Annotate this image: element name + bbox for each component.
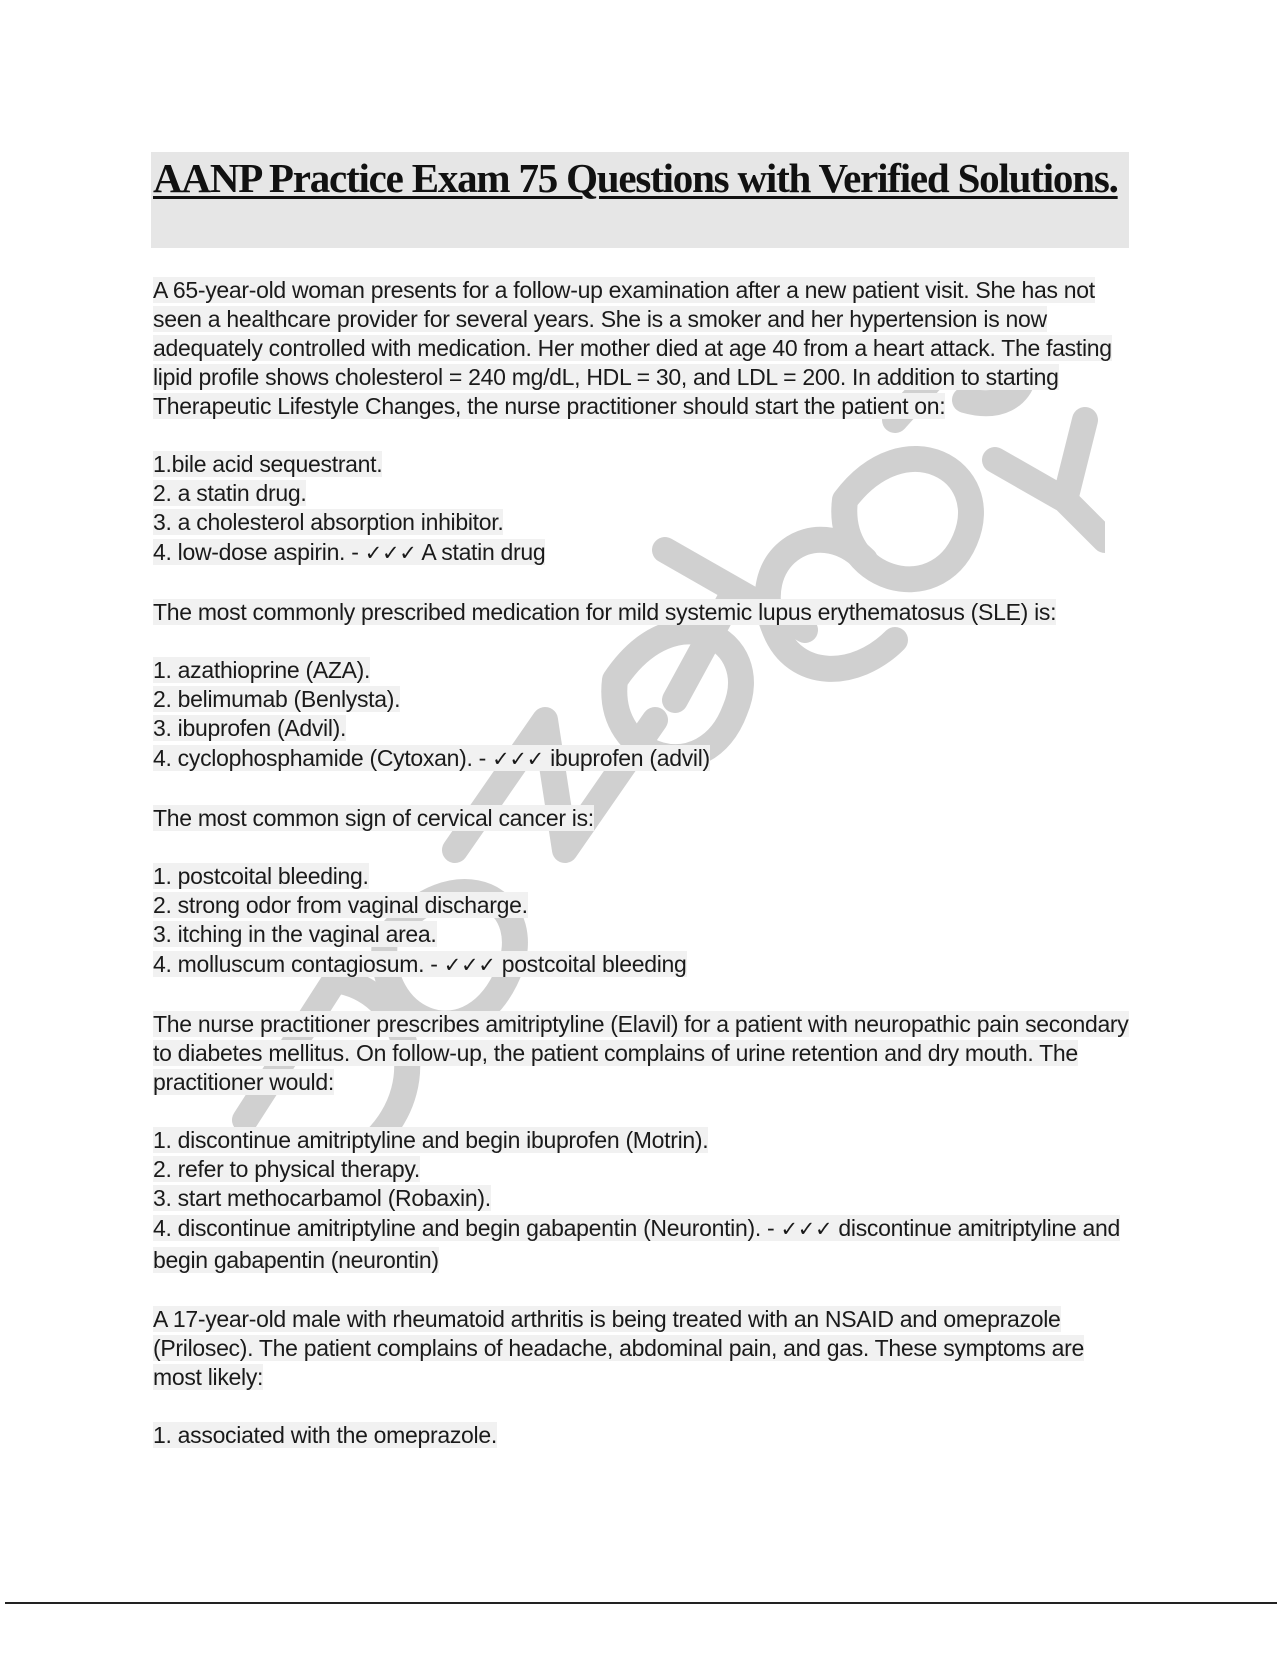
document-title: AANP Practice Exam 75 Questions with Verified Solutions.	[153, 155, 1118, 201]
question-list	[153, 276, 1133, 1450]
answer-option: 1. postcoital bleeding.	[153, 863, 369, 889]
verified-answer: discontinue amitriptyline and begin gabapentin (neurontin)	[153, 1215, 1120, 1273]
question-stem: The most commonly prescribed medication for mild systemic lupus erythematosus (SLE) is:	[153, 599, 1057, 625]
question-stem: A 65-year-old woman presents for a follow-up examination after a new patient visit. She has not seen a healthcare provider for several years. She is a smoker and her hypertension is now adequately controlled with medication. Her mother died at age 40 from a heart attack. The fasting lipid profile shows cholesterol = 240 mg/dL, HDL = 30, and LDL = 200. In addition to starting Therapeutic Lifestyle Changes, the nurse practitioner should start the patient on:	[153, 277, 1112, 419]
verified-answer: ibuprofen (advil)	[543, 745, 710, 771]
title-banner	[151, 152, 1129, 248]
answer-option: 4. low-dose aspirin. - ✓✓✓ A statin drug	[153, 539, 546, 565]
answer-option: 1. discontinue amitriptyline and begin ibuprofen (Motrin).	[153, 1127, 709, 1153]
checkmark-icon: ✓✓✓	[443, 953, 496, 977]
question-stem: A 17-year-old male with rheumatoid arthritis is being treated with an NSAID and omeprazole (Prilosec). The patient complains of headache, abdominal pain, and gas. These symptoms are most likely:	[153, 1306, 1085, 1390]
checkmark-icon: ✓✓✓	[780, 1217, 833, 1241]
answer-option: 4. discontinue amitriptyline and begin gabapentin (Neurontin). - ✓✓✓ discontinue amitriptyline and begin gabapentin (neurontin)	[153, 1215, 1120, 1273]
answer-option: 2. a statin drug.	[153, 480, 307, 506]
answer-option: 3. ibuprofen (Advil).	[153, 715, 347, 741]
question-stem: The nurse practitioner prescribes amitriptyline (Elavil) for a patient with neuropathic pain secondary to diabetes mellitus. On follow-up, the patient complains of urine retention and dry mouth. The practitioner would:	[153, 1011, 1129, 1095]
verified-answer: postcoital bleeding	[495, 951, 687, 977]
answer-option: 4. cyclophosphamide (Cytoxan). - ✓✓✓ ibuprofen (advil)	[153, 745, 710, 771]
answer-option: 2. strong odor from vaginal discharge.	[153, 892, 528, 918]
verified-answer: A statin drug	[416, 539, 546, 565]
answer-option: 1. azathioprine (AZA).	[153, 657, 371, 683]
answer-option: 2. belimumab (Benlysta).	[153, 686, 401, 712]
checkmark-icon: ✓✓✓	[492, 747, 544, 771]
answer-option: 3. itching in the vaginal area.	[153, 921, 437, 947]
footer-divider	[5, 1602, 1277, 1604]
checkmark-icon: ✓✓✓	[364, 541, 417, 565]
answer-option: 2. refer to physical therapy.	[153, 1156, 421, 1182]
answer-option: 3. start methocarbamol (Robaxin).	[153, 1185, 491, 1211]
question-stem: The most common sign of cervical cancer is:	[153, 805, 594, 831]
answer-option: 1. associated with the omeprazole.	[153, 1422, 497, 1448]
answer-option: 3. a cholesterol absorption inhibitor.	[153, 509, 504, 535]
answer-option: 4. molluscum contagiosum. - ✓✓✓ postcoital bleeding	[153, 951, 687, 977]
answer-option: 1.bile acid sequestrant.	[153, 451, 383, 477]
